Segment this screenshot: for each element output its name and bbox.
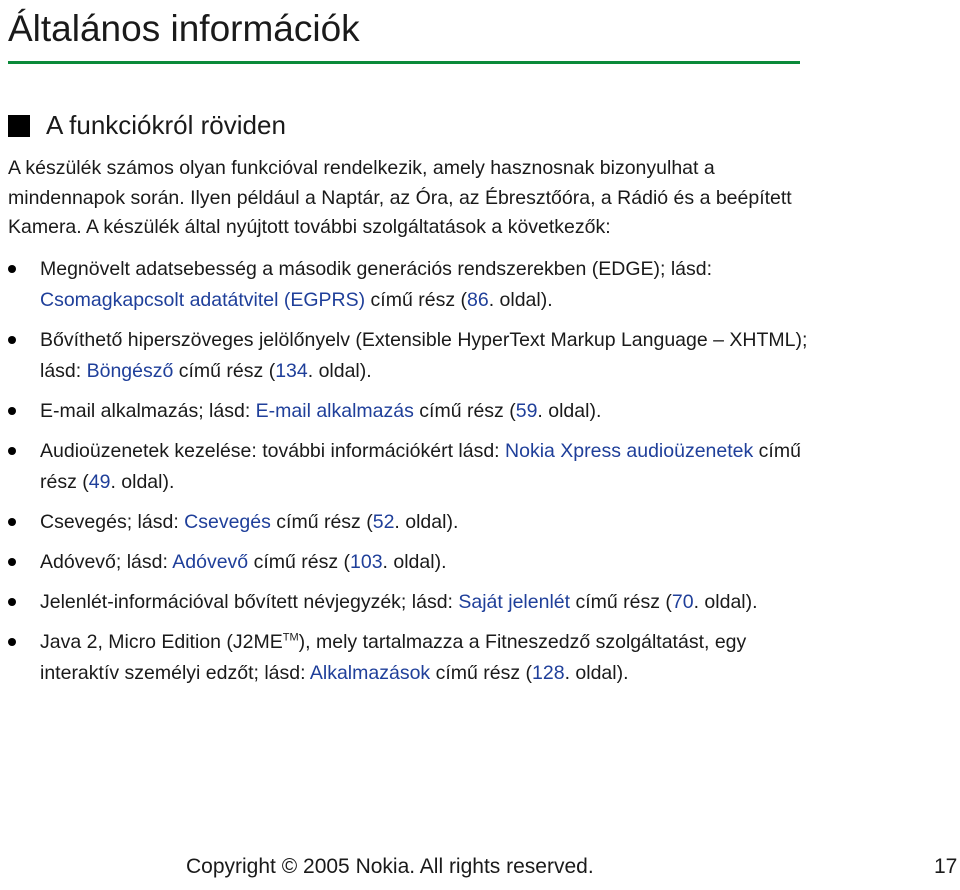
link-my-presence[interactable]: Saját jelenlét [458,591,571,613]
feature-text: című rész ( [270,511,373,533]
feature-text: Jelenlét-információval bővített névjegyzék; lásd: [40,591,459,613]
feature-text: . oldal). [488,289,553,311]
section-heading [8,110,286,141]
bullet-icon [8,558,16,566]
bullet-icon [8,598,16,606]
feature-item-xhtml [8,325,808,387]
bullet-icon [8,638,16,646]
page-reference: 52 [372,511,395,533]
feature-text: című rész ( [413,400,516,422]
feature-text: . oldal). [564,662,629,684]
feature-item-chat [8,507,808,538]
feature-list [8,254,808,698]
feature-text: című rész ( [248,551,350,573]
link-browser[interactable]: Böngésző [86,360,174,382]
feature-text: című rész ( [173,360,276,382]
link-email[interactable]: E-mail alkalmazás [255,400,414,422]
bullet-icon [8,447,16,455]
square-bullet-icon [8,115,30,137]
feature-item-email [8,396,808,427]
page-reference: 70 [671,591,694,613]
feature-text: ), mely tartalmazza a Fitneszedző szolgáltatást, egy interaktív személyi edzőt; lásd: [40,631,747,684]
bullet-icon [8,336,16,344]
link-egprs[interactable]: Csomagkapcsolt adatátvitel (EGPRS) [40,289,366,311]
feature-text: Java 2, Micro Edition (J2ME [40,631,283,653]
page-reference: 103 [350,551,383,573]
feature-text: Bővíthető hiperszöveges jelölőnyelv (Extensible HyperText Markup Language – XHTML); lásd: [40,329,808,382]
feature-text: . oldal). [537,400,602,422]
link-chat[interactable]: Csevegés [184,511,271,533]
feature-text: . oldal). [394,511,459,533]
feature-text: című rész ( [365,289,467,311]
feature-text: E-mail alkalmazás; lásd: [40,400,256,422]
feature-item-presence [8,587,808,618]
bullet-icon [8,518,16,526]
page-number: 17 [934,855,958,878]
feature-text: . oldal). [693,591,758,613]
bullet-icon [8,407,16,415]
feature-text: Csevegés; lásd: [40,511,185,533]
feature-text: . oldal). [110,471,175,493]
section-heading-text: A funkciókról röviden [46,110,286,140]
page-reference: 86 [466,289,489,311]
feature-item-edge [8,254,808,316]
feature-item-ptt [8,547,808,578]
feature-text: Megnövelt adatsebesség a második generációs rendszerekben (EDGE); lásd: [40,258,713,280]
feature-text: Adóvevő; lásd: [40,551,173,573]
feature-item-audio-messages [8,436,808,498]
link-push-to-talk[interactable]: Adóvevő [172,551,249,573]
intro-paragraph: A készülék számos olyan funkcióval rendelkezik, amely hasznosnak bizonyulhat a mindennapok során. Ilyen például a Naptár, az Óra, az Ébresztőóra, a Rádió és a beépített Kamera. A készülék által nyújtott további szolgáltatások a következők: [8,157,792,238]
footer-copyright: Copyright © 2005 Nokia. All rights reserved. [186,855,594,878]
feature-text: . oldal). [382,551,447,573]
feature-text: című rész ( [40,440,801,493]
trademark-mark: TM [282,631,299,644]
title-divider [8,61,800,64]
page-reference: 59 [515,400,538,422]
link-applications[interactable]: Alkalmazások [309,662,431,684]
bullet-icon [8,265,16,273]
feature-text: című rész ( [430,662,533,684]
link-nokia-xpress-audio[interactable]: Nokia Xpress audioüzenetek [505,440,754,462]
page-reference: 49 [88,471,111,493]
feature-text: . oldal). [307,360,372,382]
page-reference: 134 [275,360,308,382]
page-title: Általános információk [8,8,360,49]
feature-text: Audioüzenetek kezelése: további információkért lásd: [40,440,506,462]
feature-text: című rész ( [570,591,672,613]
feature-item-java [8,627,808,689]
page-reference: 128 [532,662,565,684]
